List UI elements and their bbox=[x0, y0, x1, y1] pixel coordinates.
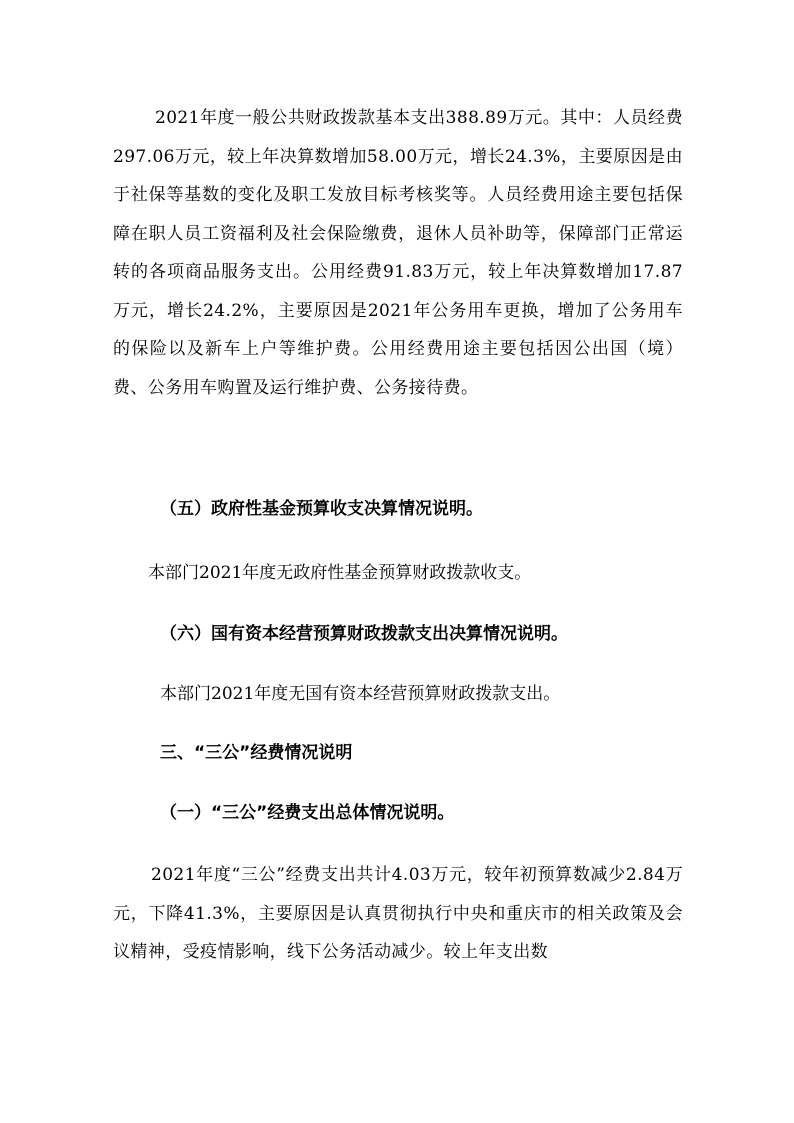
paragraph-government-fund: 本部门2021年度无政府性基金预算财政拨款收支。 bbox=[148, 563, 532, 583]
heading-state-capital: （六）国有资本经营预算财政拨款支出决算情况说明。 bbox=[160, 624, 568, 644]
paragraph-three-public-overview: 2021年度“三公”经费支出共计4.03万元，较年初预算数减少2.84万元，下降41.3%，主要原因是认真贯彻执行中央和重庆市的相关政策及会议精神，受疫情影响，线下公务活动减少。较上年支出数 bbox=[113, 865, 683, 962]
paragraph-state-capital: 本部门2021年度无国有资本经营预算财政拨款支出。 bbox=[160, 684, 561, 704]
section-heading-three-public: 三、“三公”经费情况说明 bbox=[160, 743, 353, 763]
heading-three-public-overview: （一）“三公”经费支出总体情况说明。 bbox=[160, 803, 455, 823]
heading-government-fund: （五）政府性基金预算收支决算情况说明。 bbox=[160, 499, 483, 519]
paragraph-basic-expenditure: 2021年度一般公共财政拨款基本支出388.89万元。其中：人员经费297.06万元，较上年决算数增加58.00万元，增长24.3%，主要原因是由于社保等基数的变化及职工发放目标考核奖等。人员经费用途主要包括保障在职人员工资福利及社会保险缴费，退休人员补助等，保障部门正常运转的各项商品服务支出。公用经费91.83万元，较上年决算数增加17.87万元，增长24.2%，主要原因是2021年公务用车更换，增加了公务用车的保险以及新车上户等维护费。公用经费用途主要包括因公出国（境）费、公务用车购置及运行维护费、公务接待费。 bbox=[113, 108, 683, 398]
